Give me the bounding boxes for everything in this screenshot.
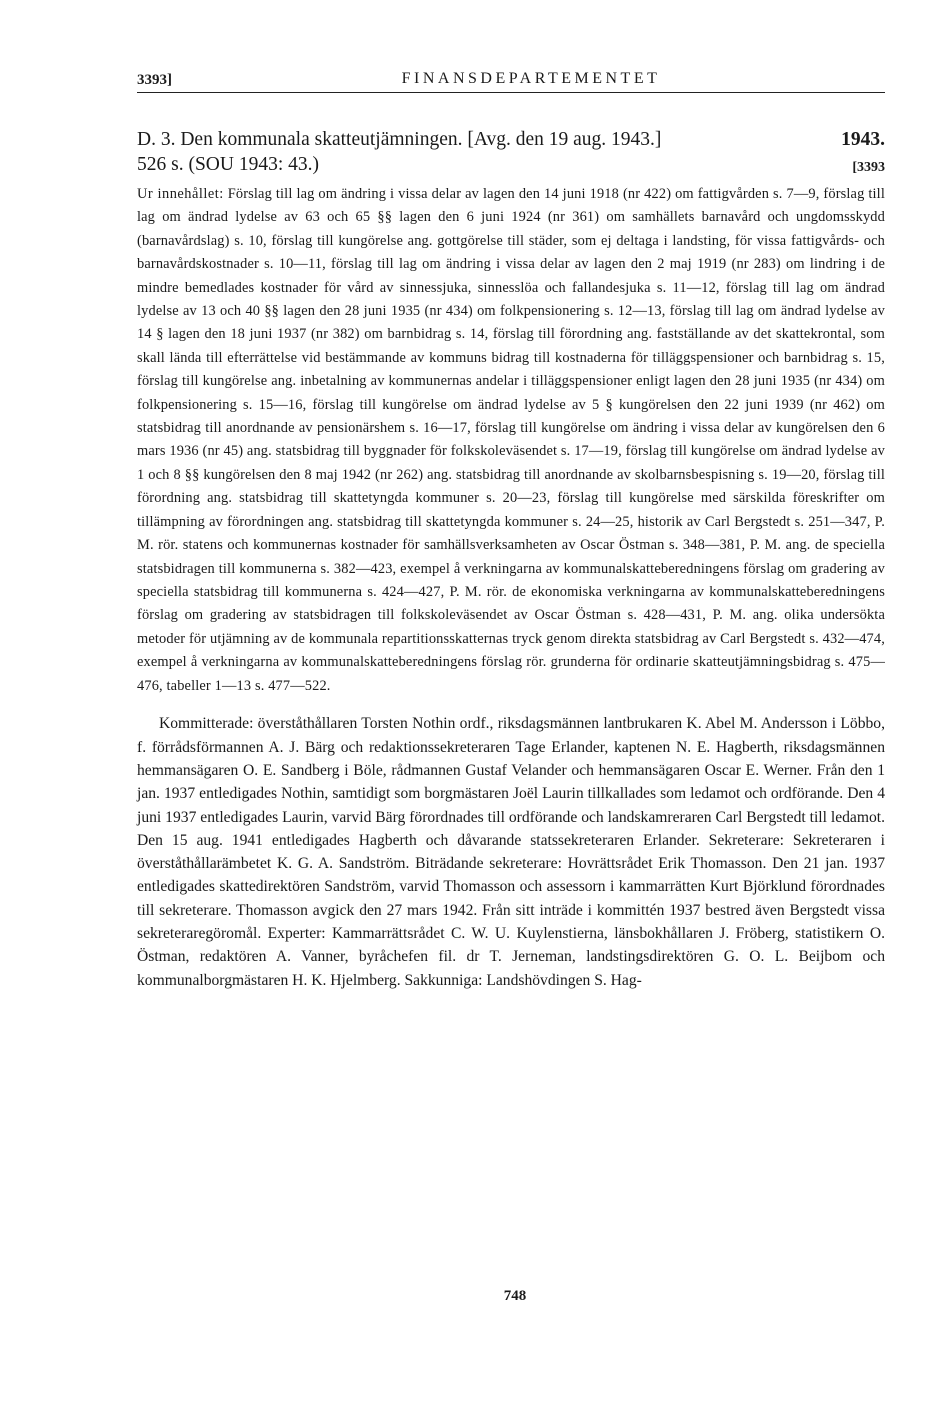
header-page-number: 3393]: [137, 72, 172, 88]
footer-page-number: 748: [503, 1288, 527, 1304]
entry-title-line1: D. 3. Den kommunala skatteutjämningen. [Avg. den 19 aug. 1943.]: [137, 129, 662, 150]
running-title: FINANSDEPARTEMENTET: [401, 70, 661, 87]
page-header: [137, 62, 885, 93]
entry-year-right: 1943.: [841, 129, 885, 150]
contents-lead: Ur innehållet:: [137, 186, 224, 202]
entry-reference-number: [3393: [852, 160, 885, 175]
entry-title: [137, 127, 885, 177]
document-page: [137, 62, 885, 1304]
entry-title-line2: 526 s. (SOU 1943: 43.): [137, 154, 320, 175]
committee-paragraph: Kommitterade: överståthållaren Torsten Nothin ordf., riksdagsmännen lantbrukaren K. Abel M. Andersson i Löbbo, f. förrådsförmannen A. J. Bärg och redaktionssekreteraren Tage Erlander, kaptenen N. E. Hagberth, riksdagsmännen hemmansägaren O. E. Sandberg i Böle, rådmannen Gustaf Velander och hemmansägaren Oscar E. Werner. Från den 1 jan. 1937 entledigades Nothin, samtidigt som borgmästaren Joël Laurin tillkallades som ledamot och ordförande. Den 4 juni 1937 entledigades Laurin, varvid Bärg förordnades till ordförande och landskamreraren Carl Bergstedt till ledamot. Den 15 aug. 1941 entledigades Hagberth och dåvarande statssekreteraren Erlander. Sekreterare: Sekreteraren i överståthållarämbetet K. G. A. Sandström. Biträdande sekreterare: Hovrättsrådet Erik Thomasson. Den 21 jan. 1937 entledigades skattedirektören Sandström, varvid Thomasson och assessorn i kammarrätten Kurt Björklund förordnades till sekreterare. Thomasson avgick den 27 mars 1942. Från sitt inträde i kommittén 1937 bestred även Bergstedt vissa sekreteraregöromål. Experter: Kammarrättsrådet C. W. U. Kuylenstierna, länsbokhållaren J. Fröberg, statistikern O. Östman, redaktören A. Vanner, byråchefen fil. dr T. Jerneman, landstingsdirektören G. O. L. Beijbom och kommunalborgmästaren H. K. Hjelmberg. Sakkunniga: Landshövdingen S. Hag-: [137, 715, 885, 989]
contents-paragraph: [137, 183, 885, 698]
contents-text: Förslag till lag om ändring i vissa delar av lagen den 14 juni 1918 (nr 422) om fattigvården s. 7—9, förslag till lag om ändrad lydelse av 63 och 65 §§ lagen den 6 juni 1924 (nr 361) om samhällets barnavård och ungdomsskydd (barnavårdslag) s. 10, förslag till kungörelse ang. gottgörelse till städer, som ej deltaga i landsting, för vissa fattigvårds- och barnavårdskostnader s. 10—11, förslag till lag om ändring i vissa delar av lagen den 2 maj 1919 (nr 283) om lindring i de mindre bemedlades kostnader för vård av sinnessjuka, sinnesslöa och fallandesjuka s. 11—12, förslag till lag om ändrad lydelse av 13 och 40 §§ lagen den 28 juni 1935 (nr 434) om folkpensionering s. 12—13, förslag till lag om ändrad lydelse av 14 § lagen den 18 juni 1937 (nr 382) om barnbidrag s. 14, förslag till förordning ang. fastställande av det skattekrontal, som skall lända till efterrättelse vid bestämmande av kommuns bidrag till kostnaderna för tilläggspensioner och barnbidrag s. 15, förslag till kungörelse ang. inbetalning av kommunernas andelar i tilläggspensioner enligt lagen den 28 juni 1935 (nr 434) om folkpensionering s. 15—16, förslag till kungörelse om ändrad lydelse av 5 § kungörelsen den 22 juni 1939 (nr 462) om statsbidrag till anordnande av pensionärshem s. 16—17, förslag till kungörelse om ändring i vissa delar av kungörelsen den 6 mars 1936 (nr 45) ang. statsbidrag till byggnader för folkskoleväsendet s. 17—19, förslag till kungörelse om ändrad lydelse av 1 och 8 §§ kungörelsen den 8 maj 1942 (nr 262) ang. statsbidrag till anordnande av skolbarnsbespisning s. 19—20, förslag till förordning ang. statsbidrag till skattetyngda kommuner s. 20—23, förslag till kungörelse med särskilda föreskrifter om tillämpning av förordningen ang. statsbidrag till skattetyngda kommuner s. 24—25, historik av Carl Bergstedt s. 251—347, P. M. rör. statens och kommunernas kostnader för samhällsverksamheten av Oscar Östman s. 348—381, P. M. ang. de speciella statsbidragen till kommunerna s. 382—423, exempel å verkningarna av kommunalskatteberedningens förslag om gradering av speciella statsbidrag till kommunerna s. 424—427, P. M. rör. de ekonomiska verkningarna av kommunalskatteberedningens förslag om gradering av statsbidragen till folkskoleväsendet av Oscar Östman s. 428—431, P. M. ang. olika undersökta metoder för utjämning av de kommunala repartitionsskatternas tryck genom direkta statsbidrag av Carl Bergstedt s. 432—474, exempel å verkningarna av kommunalskatteberedningens förslag rör. grunderna för ordinarie skatteutjämningsbidrag s. 475—476, tabeller 1—13 s. 477—522.: [137, 186, 885, 694]
